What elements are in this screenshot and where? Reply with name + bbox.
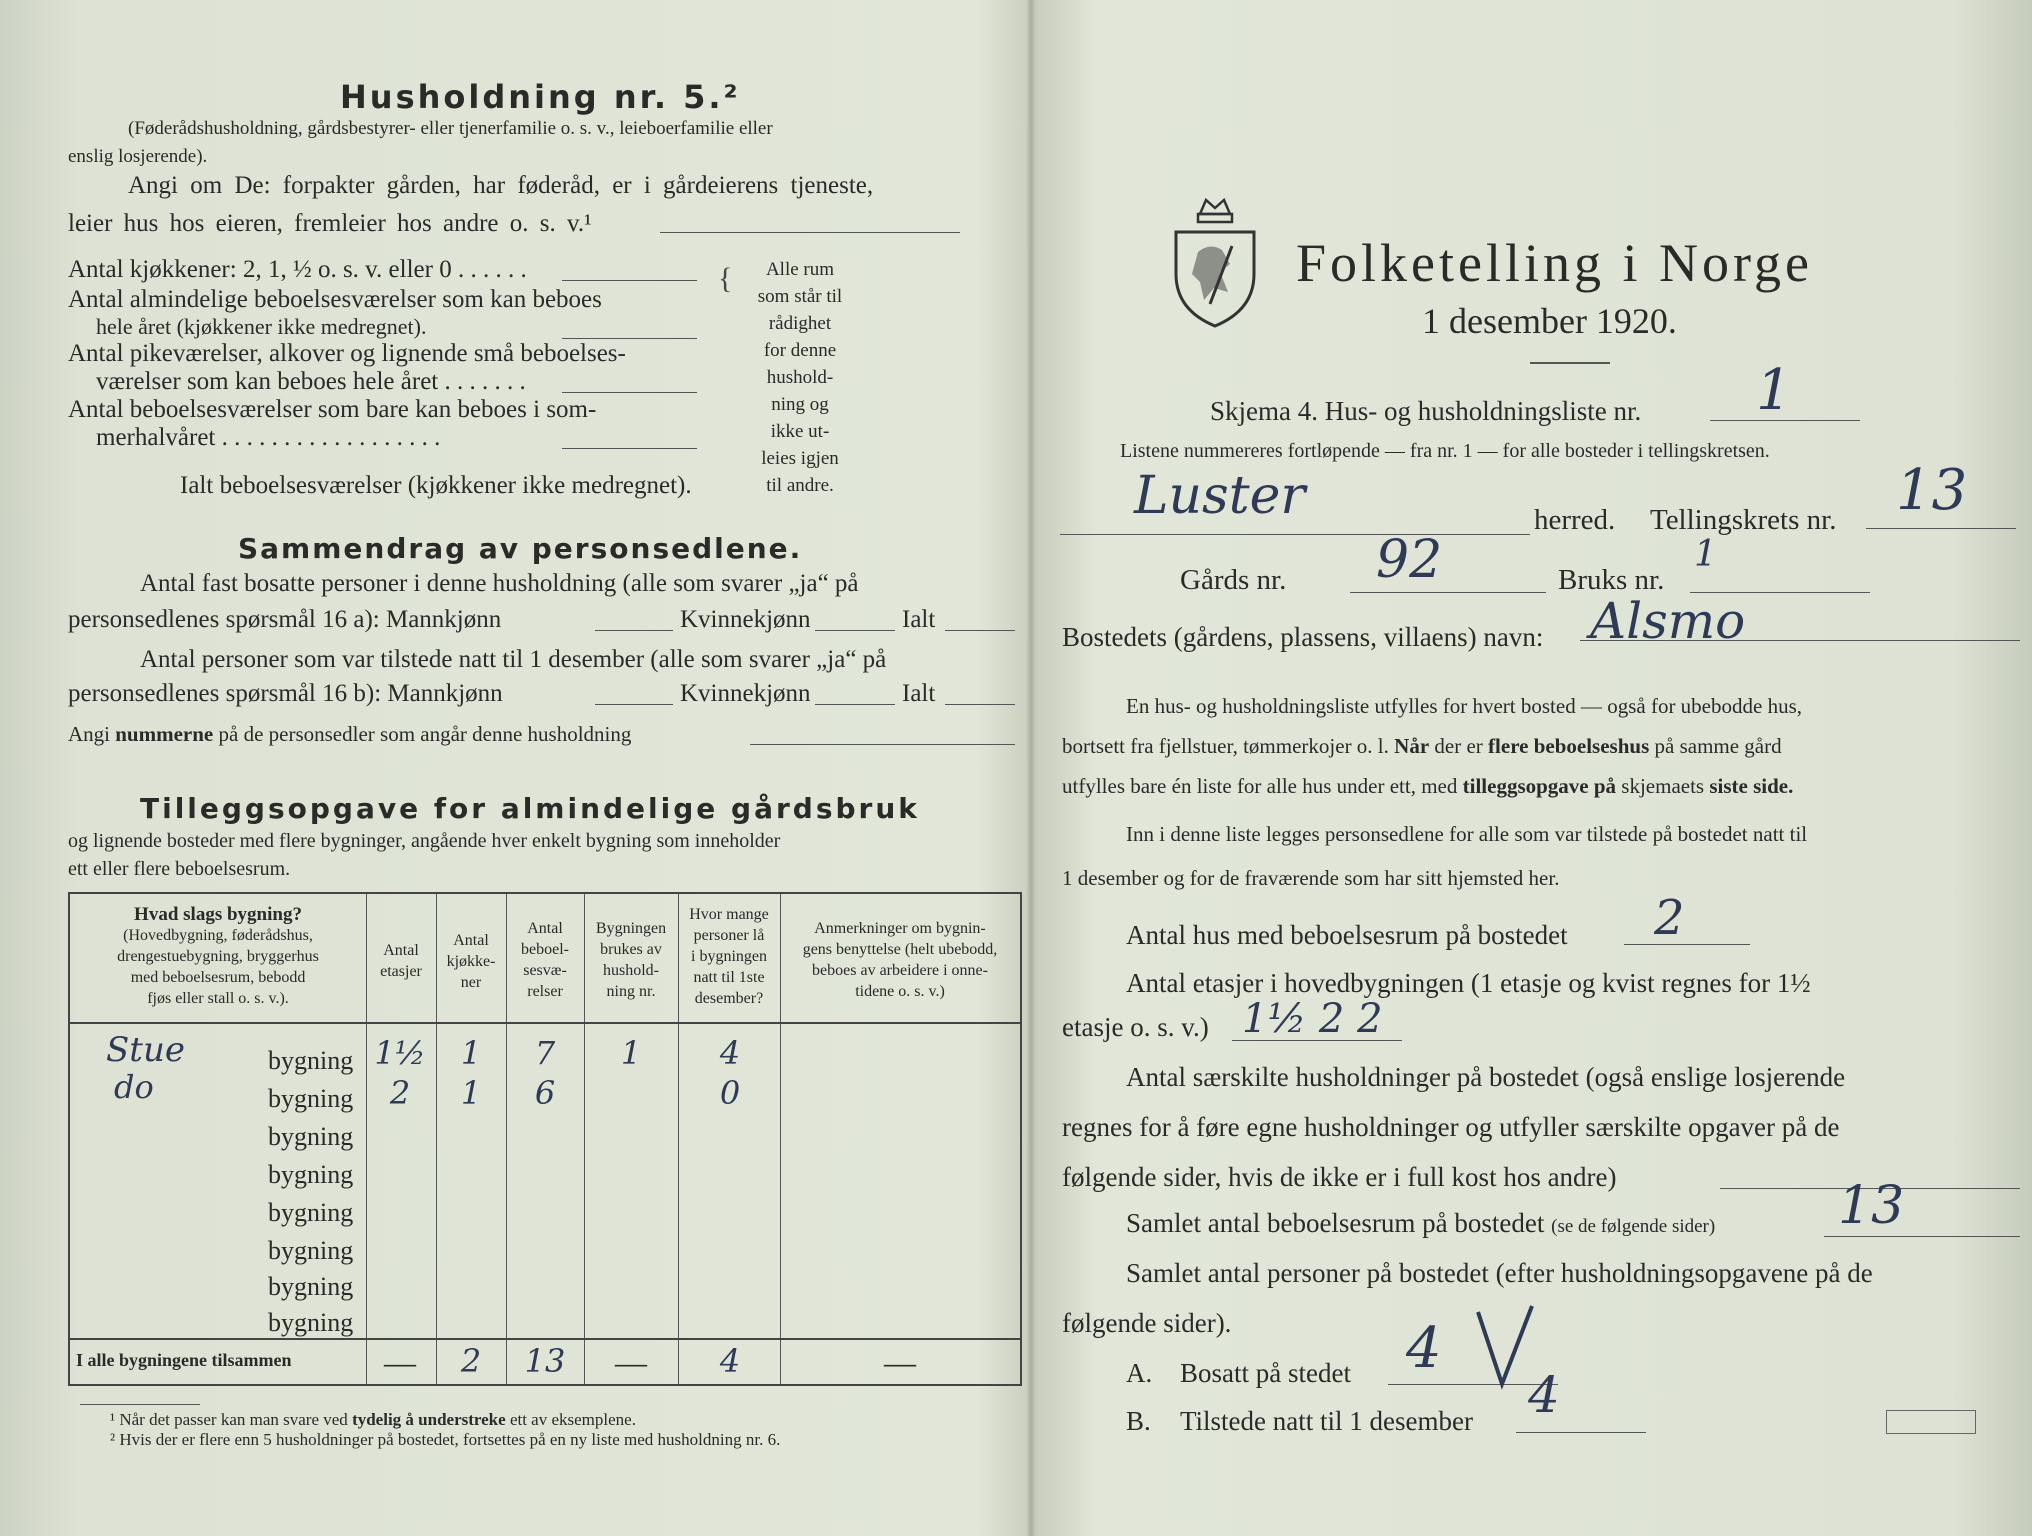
bracket-note-line: leies igjen [761, 448, 839, 469]
present-label: Tilstede natt til 1 desember [1180, 1406, 1473, 1436]
small-rooms-label: Antal pikeværelser, alkover og lignende små beboelses- [68, 340, 626, 367]
info-line-1: En hus- og husholdningsliste utfylles for hvert bosted — også for ubebodde hus, [1126, 694, 1802, 718]
row-2-kitchens[interactable]: 1 [460, 1074, 482, 1112]
row-1-household[interactable]: 1 [620, 1034, 642, 1072]
use-number[interactable]: 1 [1694, 534, 1717, 575]
bracket-note-line: rådighet [768, 313, 832, 334]
bracket-note-line: til andre. [766, 475, 834, 496]
info-text: skjemaets [1616, 774, 1710, 798]
info-line-4: Inn i denne liste legges personsedlene for alle som var tilstede på bostedet natt til [1126, 822, 1808, 846]
numbers-text-2: på de personsedler som angår denne husholdning [213, 722, 632, 746]
bracket-note [740, 256, 860, 499]
angi-answer-line[interactable] [660, 232, 960, 233]
totals-persons[interactable]: 4 [719, 1342, 741, 1380]
summer-rooms-label-2: merhalvåret . . . . . . . . . . . . . . . . . . [96, 424, 441, 451]
households-label-3: følgende sider, hvis de ikke er i full kost hos andre) [1062, 1162, 1617, 1192]
angi-line-1: Angi om De: forpakter gården, har føderåd, er i gårdeierens tjeneste, [128, 172, 874, 199]
angi-line-2: leier hus hos eieren, fremleier hos andre o. s. v.¹ [68, 210, 592, 237]
male-resident-answer[interactable] [595, 630, 673, 631]
supplement-title: Tilleggsopgave for almindelige gårdsbruk [140, 792, 920, 825]
total-rooms-place-label [1126, 1208, 1715, 1239]
header-household-no [584, 918, 678, 1002]
header-line: etasjer [380, 963, 422, 980]
schema-label: Skjema 4. Hus- og husholdningsliste nr. [1210, 396, 1642, 426]
header-kitchens [436, 930, 506, 993]
numbers-text: Angi [68, 722, 116, 746]
row-1-persons[interactable]: 4 [719, 1034, 741, 1072]
total-label-2: Ialt [902, 680, 936, 707]
total-rooms-place-answer-line [1824, 1236, 2020, 1237]
listing-note: Listene nummereres fortløpende — fra nr. 1 — for alle bosteder i tellingskretsen. [1120, 440, 1770, 462]
female-present-answer[interactable] [815, 704, 895, 705]
total-persons-label-2: følgende sider). [1062, 1308, 1232, 1338]
totals-floors: — [384, 1344, 416, 1380]
info-bold: flere beboelseshus [1488, 734, 1650, 758]
row-5-label: bygning [268, 1198, 354, 1227]
summer-rooms-answer[interactable] [562, 448, 697, 449]
total-rooms-place-value[interactable]: 13 [1838, 1176, 1905, 1236]
header-line: ner [460, 974, 482, 991]
header-divider [70, 1022, 1020, 1024]
header-line: tidene o. s. v.) [855, 983, 945, 1000]
bracket-note-line: ikke ut- [770, 421, 830, 442]
numbers-line [68, 722, 631, 747]
houses-answer-line [1624, 944, 1750, 945]
summary-line-1: Antal fast bosatte personer i denne husholdning (alle som svarer „ja“ på [140, 570, 859, 597]
bracket-note-line: som står til [757, 286, 843, 307]
census-date: 1 desember 1920. [1422, 301, 1677, 341]
ordinary-rooms-label-2: hele året (kjøkkener ikke medregnet). [96, 314, 427, 339]
farm-no-label: Gårds nr. [1180, 564, 1287, 596]
summary-title: Sammendrag av personsedlene. [238, 532, 803, 565]
totals-remarks: — [884, 1344, 916, 1380]
row-1-label: bygning [268, 1046, 354, 1075]
info-bold: siste side. [1709, 774, 1794, 798]
district-label: Tellingskrets nr. [1650, 504, 1837, 536]
info-text: på samme gård [1649, 734, 1782, 758]
header-line: personer lå [693, 927, 765, 944]
supplement-line-2: ett eller flere beboelsesrum. [68, 858, 291, 880]
totals-label: I alle bygningene tilsammen [76, 1350, 292, 1370]
row-1-name[interactable]: Stue [106, 1030, 185, 1070]
header-line: Antal [527, 920, 563, 937]
header-building-type [70, 904, 366, 1009]
totals-kitchens[interactable]: 2 [460, 1342, 482, 1380]
header-line: relser [527, 983, 563, 1000]
total-rooms-place-text: Samlet antal beboelsesrum på bostedet [1126, 1208, 1545, 1238]
herred-value[interactable]: Luster [1134, 466, 1306, 526]
info-text: bortsett fra fjellstuer, tømmerkojer o. l. [1062, 734, 1395, 758]
buildings-table [68, 892, 1022, 1386]
households-label-1: Antal særskilte husholdninger på bostedet (også enslige losjerende [1126, 1062, 1846, 1092]
header-line: ning nr. [606, 983, 656, 1000]
info-line-3 [1062, 774, 1793, 799]
summer-rooms-label: Antal beboelsesværelser som bare kan beboes i som- [68, 396, 597, 423]
header-line: Antal [453, 932, 489, 949]
present-answer-line [1516, 1432, 1646, 1433]
header-line: i bygningen [691, 948, 767, 965]
info-line-5: 1 desember og for de fraværende som har sitt hjemsted her. [1062, 866, 1560, 890]
household-subtitle: (Føderådshusholdning, gårdsbestyrer- eller tjenerfamilie o. s. v., leieboerfamilie eller [128, 118, 773, 139]
place-name-label: Bostedets (gårdens, plassens, villaens) navn: [1062, 622, 1544, 652]
ordinary-rooms-answer[interactable] [562, 338, 697, 339]
place-name-value[interactable]: Alsmo [1590, 592, 1746, 650]
numbers-answer[interactable] [750, 744, 1015, 745]
summary-line-3: Antal personer som var tilstede natt til 1 desember (alle som svarer „ja“ på [140, 646, 887, 673]
title-divider [1530, 362, 1610, 364]
row-7-label: bygning [268, 1272, 354, 1301]
total-rooms-place-note: (se de følgende sider) [1551, 1216, 1716, 1237]
row-1-kitchens[interactable]: 1 [460, 1034, 482, 1072]
floors-value[interactable]: 1½ 2 2 [1242, 996, 1383, 1042]
female-label: Kvinnekjønn [680, 606, 811, 633]
summary-line-2: personsedlenes spørsmål 16 a): Mannkjønn [68, 606, 502, 633]
farm-number[interactable]: 92 [1376, 530, 1443, 590]
footnote-divider [80, 1404, 200, 1405]
info-bold: tilleggsopgave på [1462, 774, 1617, 798]
header-floors [366, 940, 436, 982]
header-line: med beboelsesrum, bebodd [130, 969, 306, 986]
header-line: (Hovedbygning, føderådshus, [123, 927, 313, 944]
female-resident-answer[interactable] [815, 630, 895, 631]
header-line: fjøs eller stall o. s. v.). [147, 990, 289, 1007]
sum-divider [70, 1338, 1020, 1340]
header-line: drengestuebygning, bryggerhus [117, 948, 319, 965]
kitchens-answer[interactable] [562, 280, 697, 281]
bracket-note-line: ning og [771, 394, 829, 415]
header-line: Bygningen [595, 920, 667, 937]
row-6-label: bygning [268, 1236, 354, 1265]
header-persons [678, 904, 780, 1009]
header-remarks [780, 918, 1020, 1002]
floors-label-2: etasje o. s. v.) [1062, 1012, 1209, 1042]
bracket-note-line: Alle rum [765, 259, 835, 280]
herred-answer-line [1060, 534, 1530, 535]
header-line: beboel- [521, 941, 569, 958]
district-number[interactable]: 13 [1896, 458, 1968, 523]
herred-label: herred. [1534, 504, 1616, 536]
total-resident-answer[interactable] [945, 630, 1015, 631]
numbers-bold: nummerne [115, 722, 214, 746]
bracket-note-line: hushold- [766, 367, 834, 388]
census-title: Folketelling i Norge [1296, 233, 1813, 293]
houses-label: Antal hus med beboelsesrum på bostedet [1126, 920, 1568, 950]
total-rooms-label: Ialt beboelsesværelser (kjøkkener ikke medregnet). [180, 472, 692, 499]
info-text: utfylles bare én liste for alle hus under ett, med [1062, 774, 1463, 798]
footnote-text: ¹ Når det passer kan man svare ved [110, 1410, 353, 1429]
small-rooms-answer[interactable] [562, 392, 697, 393]
total-persons-label-1: Samlet antal personer på bostedet (efter husholdningsopgavene på de [1126, 1258, 1873, 1288]
info-line-2 [1062, 734, 1782, 759]
header-line: sesvæ- [523, 962, 567, 979]
footnote-bold: tydelig å understreke [352, 1410, 506, 1429]
ordinary-rooms-label: Antal almindelige beboelsesværelser som kan beboes [68, 286, 602, 313]
header-line: kjøkke- [446, 953, 496, 970]
bracket-symbol: { [718, 262, 733, 295]
female-label-2: Kvinnekjønn [680, 680, 811, 707]
right-page [1050, 0, 1990, 1536]
coat-of-arms-icon [1170, 192, 1260, 332]
header-line: gens benyttelse (helt ubebodd, [802, 941, 998, 958]
row-2-persons[interactable]: 0 [719, 1074, 741, 1112]
row-2-name[interactable]: do [114, 1068, 154, 1106]
district-answer-line [1866, 528, 2016, 529]
row-1-floors[interactable]: 1½ [374, 1034, 426, 1072]
present-label-letter: B. [1126, 1406, 1151, 1436]
info-text: der er [1429, 734, 1489, 758]
header-line: Anmerkninger om bygnin- [814, 920, 986, 937]
header-line: Antal [383, 942, 419, 959]
male-present-answer[interactable] [595, 704, 673, 705]
summary-line-4: personsedlenes spørsmål 16 b): Mannkjønn [68, 680, 503, 707]
footnote-2: ² Hvis der er flere enn 5 husholdninger på bostedet, fortsettes på en ny liste med husholdning nr. 6. [110, 1430, 781, 1449]
houses-value[interactable]: 2 [1654, 890, 1685, 946]
totals-household: — [615, 1344, 647, 1380]
supplement-line-1: og lignende bosteder med flere bygninger, angående hver enkelt bygning som inneholder [68, 830, 781, 852]
header-line: beboes av arbeidere i onne- [812, 962, 988, 979]
info-bold: Når [1394, 734, 1430, 758]
resident-label: Bosatt på stedet [1180, 1358, 1351, 1388]
kitchens-label: Antal kjøkkener: 2, 1, ½ o. s. v. eller 0 . . . . . . [68, 256, 527, 283]
row-1-rooms[interactable]: 7 [534, 1034, 556, 1072]
header-line: desember? [694, 990, 764, 1007]
header-line: natt til 1ste [693, 969, 765, 986]
header-line: Hvor mange [689, 906, 769, 923]
resident-label-letter: A. [1126, 1358, 1153, 1388]
page-fold [1026, 0, 1036, 1536]
left-page [40, 0, 1000, 1536]
small-rooms-label-2: værelser som kan beboes hele året . . . . . . . [96, 368, 526, 395]
header-line: Hvad slags bygning? [134, 904, 302, 925]
row-4-label: bygning [268, 1160, 354, 1189]
farm-no-answer-line [1350, 592, 1546, 593]
row-3-label: bygning [268, 1122, 354, 1151]
present-value[interactable]: 4 [1528, 1366, 1560, 1424]
household-title: Husholdning nr. 5.² [340, 78, 741, 116]
households-label-2: regnes for å føre egne husholdninger og utfyller særskilte opgaver på de [1062, 1112, 1840, 1142]
bracket-note-line: for denne [763, 340, 837, 361]
totals-rooms[interactable]: 13 [524, 1342, 566, 1380]
schema-number[interactable]: 1 [1756, 358, 1792, 423]
row-2-label: bygning [268, 1084, 354, 1113]
footnote-text-2: ett av eksemplene. [505, 1410, 636, 1429]
household-subtitle-2: enslig losjerende). [68, 146, 208, 167]
use-no-label: Bruks nr. [1558, 564, 1665, 596]
row-2-rooms[interactable]: 6 [534, 1074, 556, 1112]
footnote-1 [110, 1410, 636, 1430]
header-line: hushold- [603, 962, 659, 979]
row-2-floors[interactable]: 2 [389, 1074, 411, 1112]
printer-stamp [1886, 1410, 1976, 1434]
total-label: Ialt [902, 606, 936, 633]
resident-value[interactable]: 4 [1406, 1316, 1442, 1381]
total-present-answer[interactable] [945, 704, 1015, 705]
header-rooms [506, 918, 584, 1002]
floors-label-1: Antal etasjer i hovedbygningen (1 etasje og kvist regnes for 1½ [1126, 968, 1811, 998]
header-line: brukes av [600, 941, 662, 958]
row-8-label: bygning [268, 1308, 354, 1337]
